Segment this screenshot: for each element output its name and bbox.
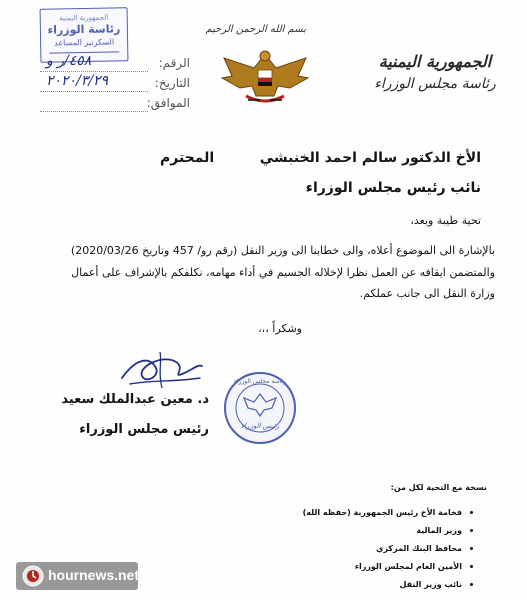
handwritten-signature [116, 348, 206, 394]
attach-label: الموافق: [146, 96, 190, 110]
reference-value: ٤٥٨/ر و [46, 53, 92, 69]
watermark-logo-icon [22, 565, 44, 587]
copy-item: نائب وزير النقل [399, 580, 473, 589]
site-watermark [16, 562, 138, 590]
copy-item: وزير المالية [416, 526, 473, 535]
signer-title: رئيس مجلس الوزراء [79, 422, 209, 437]
seal-text-bottom: رئيس الوزراء [240, 422, 280, 430]
copies-title: نسخة مع التحية لكل من: [390, 483, 487, 492]
date-field [40, 73, 190, 94]
closing-thanks: وشكراً ،،، [258, 322, 302, 335]
reference-field [40, 53, 190, 74]
cabinet-name: رئاسة مجلس الوزراء [374, 76, 496, 92]
stamp-line3: السكرتير المساعد [54, 37, 115, 48]
date-value: ٢٠٢٠/٣/٢٩ [46, 73, 109, 89]
government-name: الجمهورية اليمنية [378, 52, 492, 71]
greeting: تحية طيبة وبعد، [410, 214, 481, 227]
paragraph-line-3: وزارة النقل الى جانب عملكم. [359, 287, 495, 300]
copy-item: الأمين العام لمجلس الوزراء [355, 562, 473, 571]
stamp-line2: رئاسة الوزراء [47, 22, 121, 37]
date-label: التاريخ: [154, 76, 190, 90]
copy-item: فخامة الأخ رئيس الجمهورية (حفظه الله) [303, 508, 473, 517]
watermark-text: hournews.net [48, 567, 140, 583]
attach-field [40, 96, 190, 114]
yemen-eagle-emblem-icon [218, 46, 312, 108]
official-seal-icon [222, 370, 298, 446]
seal-text-top: رئاسة مجلس الوزراء [233, 378, 287, 385]
stamp-line1: الجمهورية اليمنية [59, 13, 109, 23]
recipient-honorific: المحترم [160, 150, 215, 166]
recipient-name: الأخ الدكتور سالم احمد الخنبشي [259, 150, 481, 166]
reference-label: الرقم: [158, 56, 190, 70]
paragraph-line-1: بالإشارة الى الموضوع أعلاه، والى خطابنا الى وزير النقل (رقم رو/ 457 وتاريخ 2020/03/26) [70, 244, 495, 257]
basmala: بسم الله الرحمن الرحيم [205, 24, 306, 35]
copy-item: محافظ البنك المركزي [376, 544, 473, 553]
paragraph-line-2: والمتضمن ايقافه عن العمل نظرا لإخلاله الجسيم في أداء مهامه، نكلفكم بالإشراف على أعمال [71, 266, 495, 279]
signer-name: د. معين عبدالملك سعيد [61, 392, 209, 407]
government-header [365, 52, 505, 94]
recipient-title: نائب رئيس مجلس الوزراء [305, 180, 481, 196]
